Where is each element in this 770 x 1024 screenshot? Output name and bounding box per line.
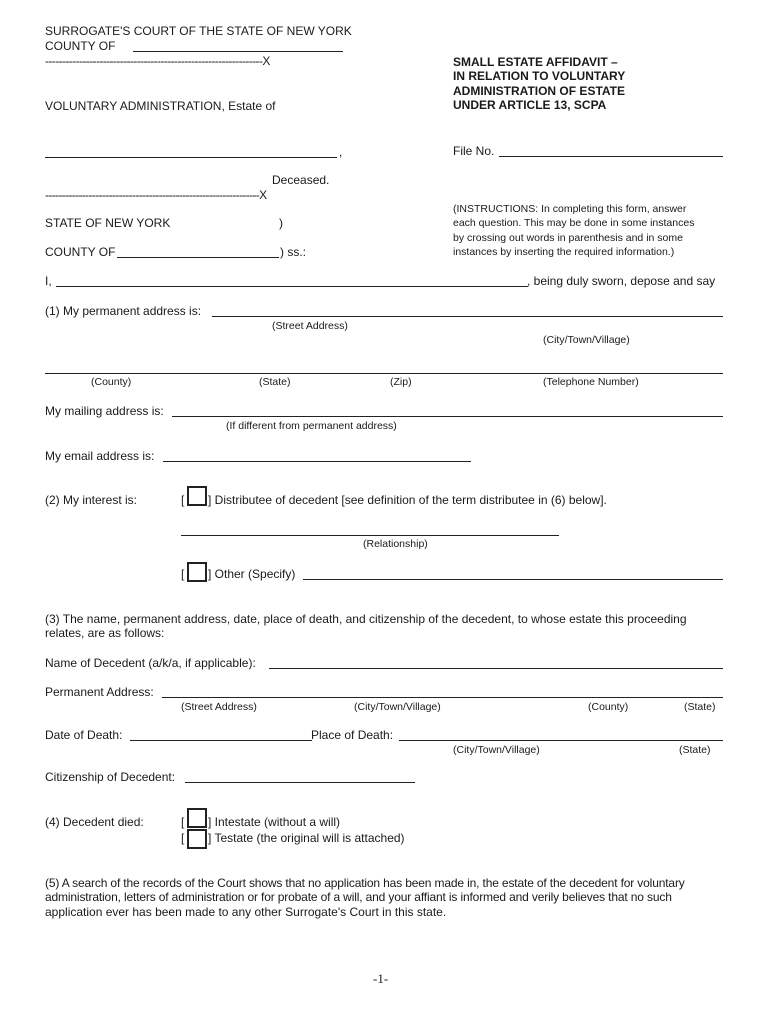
court-heading: SURROGATE'S COURT OF THE STATE OF NEW YORK bbox=[45, 24, 352, 38]
q5-line1: (5) A search of the records of the Court shows that no application has been made in, the estate of the decedent for voluntary bbox=[45, 876, 685, 890]
other-option-label: ] Other (Specify) bbox=[208, 567, 296, 581]
q3-line1: (3) The name, permanent address, date, place of death, and citizenship of the decedent, to whose estate this proceeding bbox=[45, 612, 687, 626]
other-specify-field[interactable] bbox=[303, 579, 723, 580]
q3-county-caption: (County) bbox=[588, 701, 629, 713]
bracket: [ bbox=[181, 493, 185, 507]
file-no-label: File No. bbox=[453, 144, 495, 158]
voluntary-administration-label: VOLUNTARY ADMINISTRATION, Estate of bbox=[45, 99, 276, 113]
intestate-label: ] Intestate (without a will) bbox=[208, 815, 341, 829]
oath-i: I, bbox=[45, 274, 52, 288]
decedent-address-field[interactable] bbox=[162, 697, 723, 698]
citizenship-label: Citizenship of Decedent: bbox=[45, 770, 176, 784]
county-of-label-2: COUNTY OF bbox=[45, 245, 116, 259]
deceased-label: Deceased. bbox=[272, 173, 330, 187]
distributee-option-label: ] Distributee of decedent [see definition of the term distributee in (6) below]. bbox=[208, 493, 607, 507]
page-number: -1- bbox=[373, 971, 389, 986]
mailing-address-label: My mailing address is: bbox=[45, 404, 164, 418]
form-title-line4: UNDER ARTICLE 13, SCPA bbox=[453, 98, 607, 112]
decedent-name-label: Name of Decedent (a/k/a, if applicable): bbox=[45, 656, 256, 670]
relationship-caption: (Relationship) bbox=[363, 538, 428, 550]
q5-line3: application ever has been made to any other Surrogate's Court in this state. bbox=[45, 905, 447, 919]
q3-state-caption-2: (State) bbox=[679, 744, 711, 756]
place-of-death-field[interactable] bbox=[399, 740, 723, 741]
q5-line2: administration, letters of administration or for probate of a will, and your affiant is informed and verily believes that no such bbox=[45, 890, 672, 904]
instructions-line4: instances by inserting the required information.) bbox=[453, 246, 675, 258]
q1-city-caption: (City/Town/Village) bbox=[543, 334, 630, 346]
oath-sworn: , being duly sworn, depose and say bbox=[527, 274, 716, 288]
place-of-death-label: Place of Death: bbox=[311, 728, 394, 742]
q4-label: (4) Decedent died: bbox=[45, 815, 144, 829]
q1-county-caption: (County) bbox=[91, 376, 132, 388]
q3-street-caption: (Street Address) bbox=[181, 701, 257, 713]
q3-state-caption: (State) bbox=[684, 701, 716, 713]
form-title-line1: SMALL ESTATE AFFIDAVIT – bbox=[453, 55, 618, 69]
relationship-field[interactable] bbox=[181, 535, 559, 536]
file-no-field[interactable] bbox=[499, 156, 723, 157]
testate-label: ] Testate (the original will is attached) bbox=[208, 831, 405, 845]
intestate-checkbox[interactable] bbox=[187, 808, 207, 828]
permanent-address-line2-field[interactable] bbox=[45, 373, 723, 374]
q1-street-caption: (Street Address) bbox=[272, 320, 348, 332]
caption-divider-2: ----------------------------------------------------------------X bbox=[45, 188, 267, 202]
q1-state-caption: (State) bbox=[259, 376, 291, 388]
date-of-death-field[interactable] bbox=[130, 740, 312, 741]
email-field[interactable] bbox=[163, 461, 471, 462]
mailing-address-field[interactable] bbox=[172, 416, 723, 417]
date-of-death-label: Date of Death: bbox=[45, 728, 123, 742]
email-label: My email address is: bbox=[45, 449, 155, 463]
if-different-caption: (If different from permanent address) bbox=[226, 420, 397, 432]
caption-divider: ----------------------------------------------------------------X bbox=[45, 54, 270, 68]
bracket-3: [ bbox=[181, 815, 185, 829]
bracket-2: [ bbox=[181, 567, 185, 581]
paren: ) bbox=[279, 216, 283, 230]
state-of-label: STATE OF NEW YORK bbox=[45, 216, 171, 230]
affiant-name-field[interactable] bbox=[56, 286, 528, 287]
estate-name-field[interactable] bbox=[45, 157, 337, 158]
county-of-label: COUNTY OF bbox=[45, 39, 116, 53]
decedent-name-field[interactable] bbox=[269, 668, 723, 669]
permanent-address-label: Permanent Address: bbox=[45, 685, 154, 699]
other-checkbox[interactable] bbox=[187, 562, 207, 582]
q3-line2: relates, are as follows: bbox=[45, 626, 165, 640]
bracket-4: [ bbox=[181, 831, 185, 845]
citizenship-field[interactable] bbox=[185, 782, 415, 783]
comma: , bbox=[339, 145, 343, 159]
county-field-2[interactable] bbox=[117, 257, 279, 258]
instructions-line3: by crossing out words in parenthesis and in some bbox=[453, 232, 683, 244]
q1-label: (1) My permanent address is: bbox=[45, 304, 202, 318]
q3-city-caption: (City/Town/Village) bbox=[354, 701, 441, 713]
q3-city-caption-2: (City/Town/Village) bbox=[453, 744, 540, 756]
q2-label: (2) My interest is: bbox=[45, 493, 138, 507]
distributee-checkbox[interactable] bbox=[187, 486, 207, 506]
q1-phone-caption: (Telephone Number) bbox=[543, 376, 639, 388]
instructions-line1: (INSTRUCTIONS: In completing this form, answer bbox=[453, 203, 687, 215]
testate-checkbox[interactable] bbox=[187, 829, 207, 849]
q1-zip-caption: (Zip) bbox=[390, 376, 412, 388]
county-field[interactable] bbox=[133, 51, 343, 52]
form-title-line2: IN RELATION TO VOLUNTARY bbox=[453, 69, 626, 83]
permanent-address-field[interactable] bbox=[212, 316, 723, 317]
ss-label: ) ss.: bbox=[280, 245, 306, 259]
form-title-line3: ADMINISTRATION OF ESTATE bbox=[453, 84, 625, 98]
instructions-line2: each question. This may be done in some instances bbox=[453, 217, 695, 229]
